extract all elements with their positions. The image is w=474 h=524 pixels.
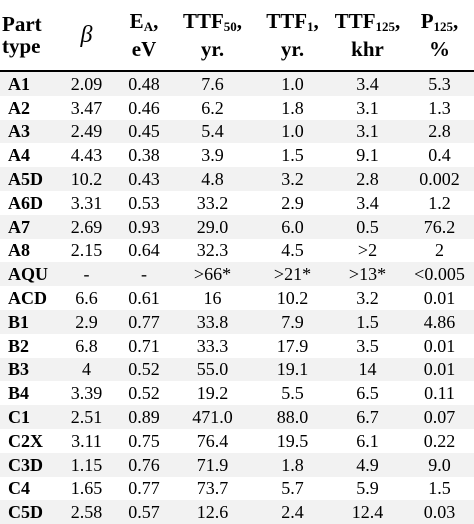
cell-ttf125: 0.5 [330, 215, 405, 239]
cell-ttf50: 16 [170, 286, 255, 310]
table-row [0, 477, 474, 501]
cell-ttf1: 1.0 [255, 71, 330, 96]
table-row [0, 143, 474, 167]
cell-ttf1: 2.4 [255, 500, 330, 524]
cell-ttf125: 2.8 [330, 167, 405, 191]
cell-part-type: C1 [0, 405, 55, 429]
cell-ttf1: 19.1 [255, 358, 330, 382]
header-ttf1-main: TTF [266, 9, 308, 33]
cell-ea: 0.52 [118, 358, 170, 382]
header-beta: β [55, 0, 118, 71]
header-row [0, 0, 474, 71]
table-row [0, 191, 474, 215]
cell-beta: 2.9 [55, 310, 118, 334]
cell-p125: <0.005 [405, 262, 474, 286]
table-row [0, 453, 474, 477]
cell-beta: 2.58 [55, 500, 118, 524]
cell-ttf50: 3.9 [170, 143, 255, 167]
header-part-type-line2: type [2, 34, 41, 58]
cell-part-type: A6D [0, 191, 55, 215]
cell-p125: 0.22 [405, 429, 474, 453]
header-part-type [0, 0, 55, 71]
cell-p125: 5.3 [405, 71, 474, 96]
cell-p125: 2 [405, 239, 474, 263]
header-p125-main: P [420, 9, 434, 33]
cell-beta: 3.47 [55, 96, 118, 120]
cell-ea: 0.45 [118, 120, 170, 144]
cell-ea: 0.76 [118, 453, 170, 477]
cell-part-type: A7 [0, 215, 55, 239]
cell-ea: 0.46 [118, 96, 170, 120]
cell-ea: 0.93 [118, 215, 170, 239]
cell-ttf1: >21* [255, 262, 330, 286]
header-ea [118, 0, 170, 71]
cell-ttf1: 10.2 [255, 286, 330, 310]
cell-ttf1: 7.9 [255, 310, 330, 334]
table-body [0, 71, 474, 524]
cell-part-type: A8 [0, 239, 55, 263]
cell-p125: 1.3 [405, 96, 474, 120]
cell-ttf1: 19.5 [255, 429, 330, 453]
cell-p125: 0.002 [405, 167, 474, 191]
cell-beta: 4 [55, 358, 118, 382]
header-ttf125-sub: 125 [375, 19, 396, 34]
cell-p125: 0.01 [405, 334, 474, 358]
cell-p125: 1.2 [405, 191, 474, 215]
cell-ea: 0.43 [118, 167, 170, 191]
cell-beta: 2.69 [55, 215, 118, 239]
header-ea-sub: A [143, 19, 154, 34]
cell-ttf50: 55.0 [170, 358, 255, 382]
cell-ea: 0.77 [118, 310, 170, 334]
cell-ttf50: 6.2 [170, 96, 255, 120]
cell-ttf125: >2 [330, 239, 405, 263]
cell-ea: 0.89 [118, 405, 170, 429]
header-ttf50 [170, 0, 255, 71]
table-row [0, 120, 474, 144]
cell-beta: 2.15 [55, 239, 118, 263]
cell-beta: 2.09 [55, 71, 118, 96]
cell-ttf125: 12.4 [330, 500, 405, 524]
header-p125-sub: 125 [433, 19, 454, 34]
cell-ttf50: 4.8 [170, 167, 255, 191]
cell-ttf125: 6.7 [330, 405, 405, 429]
cell-ea: 0.64 [118, 239, 170, 263]
cell-ea: 0.77 [118, 477, 170, 501]
cell-ttf1: 5.5 [255, 381, 330, 405]
cell-ttf125: 9.1 [330, 143, 405, 167]
header-ttf1-tail: , [313, 9, 319, 33]
header-ttf1-unit: yr. [280, 37, 305, 61]
cell-ttf125: >13* [330, 262, 405, 286]
cell-ttf50: 32.3 [170, 239, 255, 263]
cell-ttf50: 76.4 [170, 429, 255, 453]
header-ttf125-main: TTF [334, 9, 376, 33]
cell-beta: 6.6 [55, 286, 118, 310]
cell-p125: 4.86 [405, 310, 474, 334]
header-ttf125 [330, 0, 405, 71]
cell-ttf1: 1.8 [255, 96, 330, 120]
cell-ea: 0.71 [118, 334, 170, 358]
cell-ttf125: 14 [330, 358, 405, 382]
table-header [0, 0, 474, 71]
cell-ttf50: 471.0 [170, 405, 255, 429]
cell-part-type: A5D [0, 167, 55, 191]
header-ttf1 [255, 0, 330, 71]
cell-p125: 0.07 [405, 405, 474, 429]
cell-ttf50: 29.0 [170, 215, 255, 239]
cell-part-type: B1 [0, 310, 55, 334]
cell-beta: 1.65 [55, 477, 118, 501]
table-row [0, 71, 474, 96]
cell-beta: 1.15 [55, 453, 118, 477]
cell-beta: 6.8 [55, 334, 118, 358]
cell-beta: 2.51 [55, 405, 118, 429]
cell-p125: 2.8 [405, 120, 474, 144]
cell-ttf1: 5.7 [255, 477, 330, 501]
cell-part-type: ACD [0, 286, 55, 310]
cell-ea: 0.61 [118, 286, 170, 310]
header-ttf50-sub: 50 [223, 19, 237, 34]
cell-ea: 0.38 [118, 143, 170, 167]
cell-beta: 10.2 [55, 167, 118, 191]
header-p125 [405, 0, 474, 71]
cell-ttf1: 2.9 [255, 191, 330, 215]
cell-beta: 2.49 [55, 120, 118, 144]
cell-ttf125: 3.2 [330, 286, 405, 310]
cell-ttf125: 4.9 [330, 453, 405, 477]
table-row [0, 96, 474, 120]
table-row [0, 500, 474, 524]
cell-ttf125: 3.4 [330, 71, 405, 96]
cell-ttf50: 19.2 [170, 381, 255, 405]
table-row [0, 239, 474, 263]
cell-ttf1: 1.8 [255, 453, 330, 477]
cell-beta: - [55, 262, 118, 286]
cell-ea: 0.53 [118, 191, 170, 215]
cell-p125: 0.01 [405, 358, 474, 382]
cell-ttf125: 3.1 [330, 96, 405, 120]
cell-part-type: B2 [0, 334, 55, 358]
cell-part-type: C4 [0, 477, 55, 501]
table-row [0, 334, 474, 358]
cell-part-type: A4 [0, 143, 55, 167]
cell-part-type: A1 [0, 71, 55, 96]
cell-ttf125: 1.5 [330, 310, 405, 334]
table-row [0, 381, 474, 405]
cell-ttf125: 5.9 [330, 477, 405, 501]
cell-ttf1: 17.9 [255, 334, 330, 358]
table-row [0, 405, 474, 429]
cell-ttf50: 7.6 [170, 71, 255, 96]
header-ea-tail: , [153, 9, 159, 33]
table-row [0, 215, 474, 239]
cell-p125: 1.5 [405, 477, 474, 501]
cell-ttf125: 3.5 [330, 334, 405, 358]
cell-part-type: A2 [0, 96, 55, 120]
cell-part-type: C2X [0, 429, 55, 453]
table-row [0, 286, 474, 310]
header-ea-unit: eV [131, 37, 157, 61]
cell-ea: - [118, 262, 170, 286]
cell-part-type: B3 [0, 358, 55, 382]
cell-ea: 0.52 [118, 381, 170, 405]
cell-ttf50: 71.9 [170, 453, 255, 477]
cell-beta: 4.43 [55, 143, 118, 167]
cell-ea: 0.57 [118, 500, 170, 524]
table-row [0, 167, 474, 191]
cell-part-type: C3D [0, 453, 55, 477]
header-ttf1-sub: 1 [307, 19, 314, 34]
cell-ttf50: 5.4 [170, 120, 255, 144]
cell-ttf50: 33.8 [170, 310, 255, 334]
header-ttf125-tail: , [395, 9, 401, 33]
cell-part-type: C5D [0, 500, 55, 524]
cell-ttf50: >66* [170, 262, 255, 286]
cell-p125: 0.01 [405, 286, 474, 310]
cell-ttf50: 12.6 [170, 500, 255, 524]
cell-part-type: A3 [0, 120, 55, 144]
cell-part-type: AQU [0, 262, 55, 286]
table-row [0, 429, 474, 453]
cell-ea: 0.75 [118, 429, 170, 453]
cell-p125: 9.0 [405, 453, 474, 477]
cell-ttf125: 6.5 [330, 381, 405, 405]
cell-ttf125: 3.4 [330, 191, 405, 215]
cell-beta: 3.11 [55, 429, 118, 453]
cell-ttf1: 4.5 [255, 239, 330, 263]
cell-ttf1: 1.5 [255, 143, 330, 167]
table-row [0, 358, 474, 382]
cell-ea: 0.48 [118, 71, 170, 96]
header-ttf50-tail: , [236, 9, 243, 33]
header-p125-tail: , [453, 9, 459, 33]
cell-p125: 0.03 [405, 500, 474, 524]
header-p125-unit: % [429, 37, 450, 61]
cell-beta: 3.31 [55, 191, 118, 215]
header-ea-main: E [129, 9, 144, 33]
cell-ttf1: 6.0 [255, 215, 330, 239]
cell-ttf50: 73.7 [170, 477, 255, 501]
cell-ttf1: 1.0 [255, 120, 330, 144]
table-row [0, 262, 474, 286]
header-ttf50-main: TTF [182, 9, 224, 33]
cell-ttf125: 6.1 [330, 429, 405, 453]
cell-p125: 0.4 [405, 143, 474, 167]
cell-ttf125: 3.1 [330, 120, 405, 144]
cell-p125: 0.11 [405, 381, 474, 405]
cell-ttf50: 33.2 [170, 191, 255, 215]
table-row [0, 310, 474, 334]
cell-p125: 76.2 [405, 215, 474, 239]
cell-ttf1: 3.2 [255, 167, 330, 191]
header-part-type-line1: Part [2, 12, 42, 36]
header-ttf50-unit: yr. [200, 37, 225, 61]
cell-beta: 3.39 [55, 381, 118, 405]
cell-ttf1: 88.0 [255, 405, 330, 429]
cell-ttf50: 33.3 [170, 334, 255, 358]
header-ttf125-unit: khr [351, 37, 384, 61]
cell-part-type: B4 [0, 381, 55, 405]
